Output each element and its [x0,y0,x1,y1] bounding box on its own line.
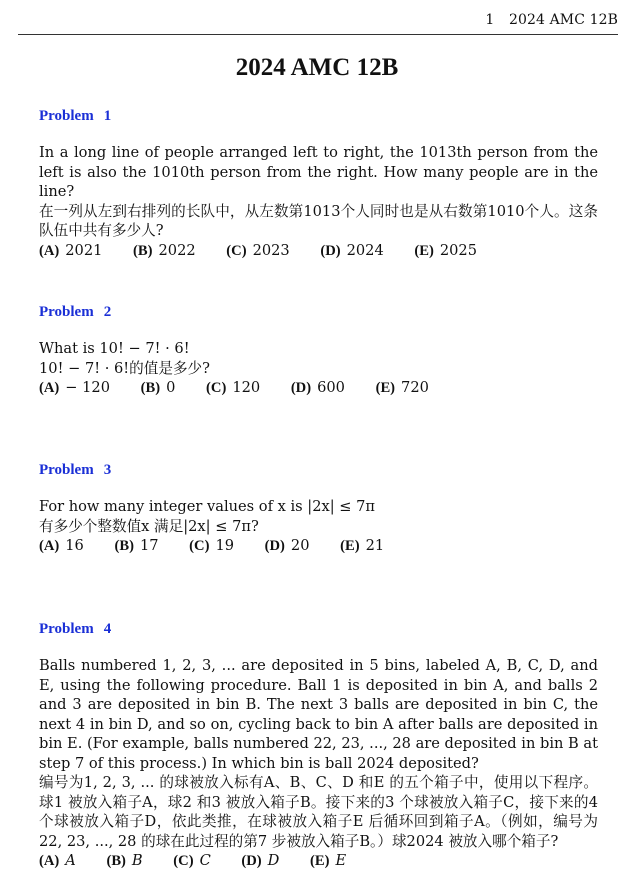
answer-choices [39,378,598,398]
choice-a: (A) 16 [39,537,84,554]
choice-d: (D) 2024 [320,241,384,259]
choice-b: (B) 17 [114,537,159,554]
problem-text-en: For how many integer values of x is |2x| ≤ 7π [39,498,376,515]
choice-a: (A) 2021 [39,241,103,259]
choice-a: (A) A [39,852,76,869]
choice-a: (A) − 120 [39,379,110,396]
problem-text-en: Balls numbered 1, 2, 3, ... are deposited in 5 bins, labeled A, B, C, D, and E, using the following procedure. Ball 1 is deposited in bin A, and balls 2 and 3 are deposited in bin B. The next 3 balls are deposited in bin C, the next 4 in bin D, and so on, cycling back to bin A after balls are deposited in bin E. (For example, balls numbered 22, 23, ..., 28 are deposited in bin B at step 7 of this process.) In which bin is ball 2024 deposited? [39,657,598,772]
problem-heading: Problem 1 [39,108,112,124]
choice-e: (E) E [309,852,347,869]
problem-text-zh: 在一列从左到右排列的长队中，从左数第1013个人同时也是从右数第1010个人。这条队伍中共有多少人? [39,202,598,239]
problem-heading: Problem 4 [39,621,112,637]
choice-e: (E) 2025 [414,241,477,259]
choice-c: (C) 19 [189,537,235,554]
page-number: 1 [485,12,495,28]
problem-heading: Problem 2 [39,304,112,320]
running-title: 2024 AMC 12B [509,12,618,28]
choice-b: (B) 2022 [133,241,196,259]
choice-e: (E) 21 [340,537,385,554]
answer-choices [39,241,598,261]
choice-c: (C) 2023 [226,241,290,259]
problem-text-en: What is 10! − 7! · 6! [39,340,190,357]
problem-heading: Problem 3 [39,462,112,478]
problem-text-zh: 编号为1, 2, 3, ... 的球被放入标有A、B、C、D 和E 的五个箱子中，使用以下程序。球1 被放入箱子A，球2 和3 被放入箱子B。接下来的3 个球被放入箱子C，接下来的4 个球被放入箱子D，依此类推，在球被放入箱子E 后循环回到箱子A。（例如，编号为22, 23, ..., 28 的球在此过程的第7 步被放入箱子B。）球2024 被放入哪个箱子? [39,774,598,850]
problem-2 [39,304,598,398]
header-rule [18,34,618,35]
choice-c: (C) C [173,852,211,869]
problem-3 [39,462,598,556]
running-header [485,12,618,28]
choice-d: (D) 600 [290,379,345,396]
problem-1 [39,108,598,261]
problem-text-zh: 有多少个整数值x 满足|2x| ≤ 7π? [39,517,259,535]
choice-e: (E) 720 [375,379,429,396]
problem-text-en: In a long line of people arranged left to right, the 1013th person from the left is also the 1010th person from the right. How many people are in the line? [39,144,598,200]
problem-4 [39,621,598,871]
choice-d: (D) D [241,852,280,869]
choice-b: (B) 0 [140,379,176,396]
answer-choices [39,851,598,871]
choice-b: (B) B [106,852,143,869]
document-title: 2024 AMC 12B [235,54,399,81]
choice-d: (D) 20 [264,537,310,554]
problem-text-zh: 10! − 7! · 6!的值是多少? [39,359,210,377]
choice-c: (C) 120 [206,379,261,396]
answer-choices [39,536,598,556]
